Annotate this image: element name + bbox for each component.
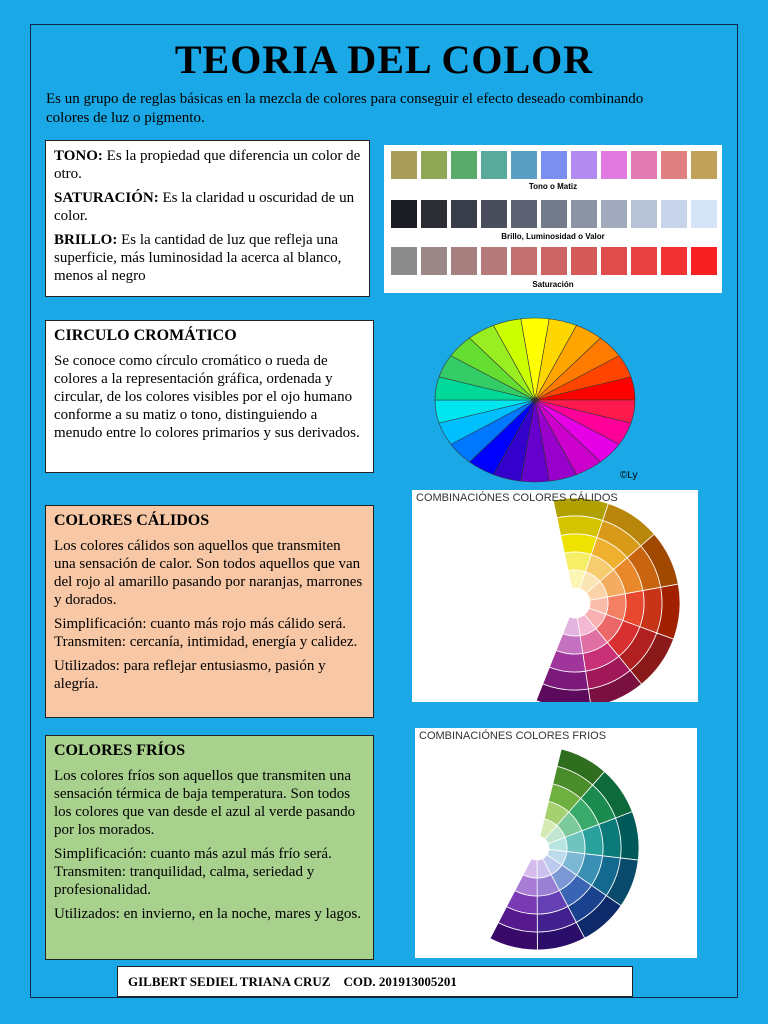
circulo-box (45, 320, 374, 473)
brillo-swatch (691, 200, 717, 228)
tono-swatch (601, 151, 627, 179)
warm-combinations-panel (412, 490, 698, 702)
tono-swatch (631, 151, 657, 179)
tono-swatch (421, 151, 447, 179)
warm-panel-title: COMBINACIÓNES COLORES CÁLIDOS (416, 492, 618, 504)
saturacion-swatch-row (391, 247, 717, 275)
tono-swatch (391, 151, 417, 179)
brillo-swatch (631, 200, 657, 228)
frios-heading: COLORES FRÍOS (54, 742, 186, 759)
brillo-swatch (541, 200, 567, 228)
calidos-paragraph-2: Simplificación: cuanto más rojo más cálido será. Transmiten: cercanía, intimidad, energía y calidez. (54, 616, 358, 650)
intro-text: Es un grupo de reglas básicas en la mezcla de colores para conseguir el efecto deseado combinando colores de luz o pigmento. (46, 91, 644, 126)
saturacion-swatch (541, 247, 567, 275)
circulo-heading: CIRCULO CROMÁTICO (54, 327, 237, 344)
warm-fan-cell (563, 617, 580, 636)
tono-swatch (451, 151, 477, 179)
saturacion-swatch-label: Saturación (532, 280, 574, 289)
saturacion-swatch (571, 247, 597, 275)
tono-swatch (661, 151, 687, 179)
author-name: GILBERT SEDIEL TRIANA CRUZ (128, 974, 331, 989)
brillo-text: Es la cantidad de luz que refleja una superficie, más luminosidad la acerca al blanco, menos al negro (54, 232, 342, 284)
brillo-swatch (601, 200, 627, 228)
brillo-swatch-row (391, 200, 717, 228)
saturacion-swatch (601, 247, 627, 275)
brillo-swatch (391, 200, 417, 228)
tono-swatch-row (391, 151, 717, 179)
saturacion-definition (54, 189, 361, 225)
frios-paragraph-2: Simplificación: cuanto más azul más frío será. Transmiten: tranquilidad, calma, seriedad y profesionalidad. (54, 846, 332, 898)
tono-swatch (511, 151, 537, 179)
calidos-heading: COLORES CÁLIDOS (54, 512, 210, 529)
author-code: COD. 201913005201 (343, 974, 457, 989)
brillo-swatch-label: Brillo, Luminosidad o Valor (501, 232, 605, 241)
cold-fan-cell (523, 859, 537, 878)
saturacion-text: Es la claridad u oscuridad de un color. (54, 190, 355, 224)
brillo-label: BRILLO: (54, 232, 118, 248)
saturacion-swatch (421, 247, 447, 275)
saturacion-swatch (451, 247, 477, 275)
tono-text: Es la propiedad que diferencia un color de otro. (54, 148, 361, 182)
saturacion-swatch (391, 247, 417, 275)
author-box (117, 966, 633, 997)
copyright-mark: ©Ly (620, 470, 638, 481)
circulo-text: Se conoce como círculo cromático o rueda de colores a la representación gráfica, ordenada y circular, de los colores visibles por el ojo humano conforme a su matiz o tono, distinguiendo a menudo entre lo colores primarios y sus derivados. (54, 353, 360, 441)
brillo-swatch (661, 200, 687, 228)
brillo-swatch (451, 200, 477, 228)
page-title: TEORIA DEL COLOR (174, 37, 594, 82)
warm-fan-chart (412, 490, 698, 702)
warm-fan-cell (561, 534, 597, 555)
brillo-swatch (421, 200, 447, 228)
tono-swatch (541, 151, 567, 179)
swatch-panel (384, 145, 722, 293)
tono-swatch (571, 151, 597, 179)
saturacion-swatch (511, 247, 537, 275)
brillo-swatch (481, 200, 507, 228)
warm-fan-cell (556, 634, 583, 654)
cold-panel-title: COMBINACIÓNES COLORES FRIOS (419, 730, 607, 742)
tono-label: TONO: (54, 148, 103, 164)
tono-swatch-label: Tono o Matiz (528, 182, 578, 191)
cold-combinations-panel (415, 728, 697, 958)
brillo-swatch (571, 200, 597, 228)
frios-box (45, 735, 374, 960)
calidos-box (45, 505, 374, 718)
calidos-paragraph-1: Los colores cálidos son aquellos que transmiten una sensación de calor. Son todos aquellos que van del rojo al amarillo pasando por naranjas, marrones y dorados. (54, 538, 363, 608)
tono-swatch (691, 151, 717, 179)
brillo-swatch (511, 200, 537, 228)
calidos-paragraph-3: Utilizados: para reflejar entusiasmo, pasión y alegría. (54, 658, 326, 692)
tono-box (45, 140, 370, 297)
saturacion-swatch (481, 247, 507, 275)
cold-fan-chart (415, 728, 697, 958)
frios-paragraph-1: Los colores fríos son aquellos que transmiten una sensación térmica de baja temperatura. Son todos los colores que van desde el azul al verde pasando por los morados. (54, 768, 356, 838)
frios-paragraph-3: Utilizados: en invierno, en la noche, mares y lagos. (54, 906, 361, 922)
tono-swatch (481, 151, 507, 179)
saturacion-swatch (661, 247, 687, 275)
brillo-definition (54, 231, 361, 285)
saturacion-swatch (631, 247, 657, 275)
tono-definition (54, 147, 361, 183)
color-wheel (430, 316, 640, 484)
saturacion-label: SATURACIÓN: (54, 190, 159, 206)
saturacion-swatch (691, 247, 717, 275)
